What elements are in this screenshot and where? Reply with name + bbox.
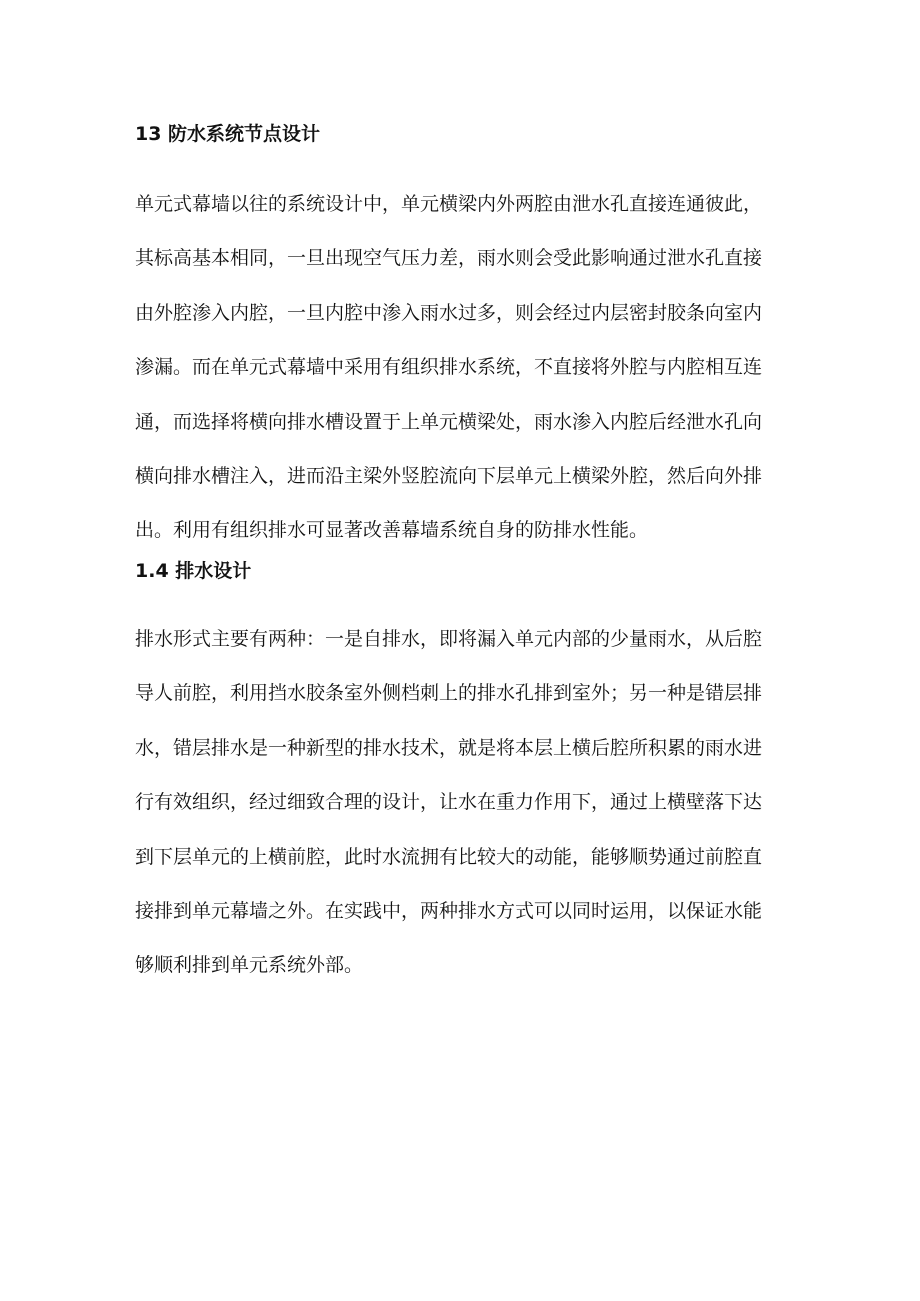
paragraph-line: 出。利用有组织排水可显著改善幕墙系统自身的防排水性能。 xyxy=(135,519,649,542)
paragraph-line: 够顺利排到单元系统外部。 xyxy=(135,954,364,977)
paragraph-line: 其标高基本相同，一旦出现空气压力差，雨水则会受此影响通过泄水孔直接 xyxy=(135,247,763,270)
paragraph-line: 导人前腔，利用挡水胶条室外侧档刺上的排水孔排到室外；另一种是错层排 xyxy=(135,682,763,705)
paragraph-line: 横向排水槽注入，进而沿主梁外竖腔流向下层单元上横梁外腔，然后向外排 xyxy=(135,464,763,487)
section-heading-drainage: 1.4 排水设计 xyxy=(135,560,252,582)
paragraph-line: 由外腔渗入内腔，一旦内腔中渗入雨水过多，则会经过内层密封胶条向室内 xyxy=(135,301,763,324)
paragraph-line: 到下层单元的上横前腔，此时水流拥有比较大的动能，能够顺势通过前腔直 xyxy=(135,845,763,868)
section-heading-waterproof: 13 防水系统节点设计 xyxy=(135,123,321,145)
paragraph-line: 水，错层排水是一种新型的排水技术，就是将本层上横后腔所积累的雨水进 xyxy=(135,736,763,759)
paragraph-line: 行有效组织，经过细致合理的设计，让水在重力作用下，通过上横壁落下达 xyxy=(135,791,763,814)
paragraph-line: 通，而选择将横向排水槽设置于上单元横梁处，雨水渗入内腔后经泄水孔向 xyxy=(135,410,763,433)
paragraph-waterproof xyxy=(135,187,835,568)
paragraph-drainage xyxy=(135,622,835,1003)
paragraph-line: 排水形式主要有两种：一是自排水，即将漏入单元内部的少量雨水，从后腔 xyxy=(135,628,763,650)
paragraph-line: 单元式幕墙以往的系统设计中，单元横梁内外两腔由泄水孔直接连通彼此， xyxy=(135,193,763,215)
paragraph-line: 渗漏。而在单元式幕墙中采用有组织排水系统，不直接将外腔与内腔相互连 xyxy=(135,356,763,379)
paragraph-line: 接排到单元幕墙之外。在实践中，两种排水方式可以同时运用，以保证水能 xyxy=(135,899,763,922)
